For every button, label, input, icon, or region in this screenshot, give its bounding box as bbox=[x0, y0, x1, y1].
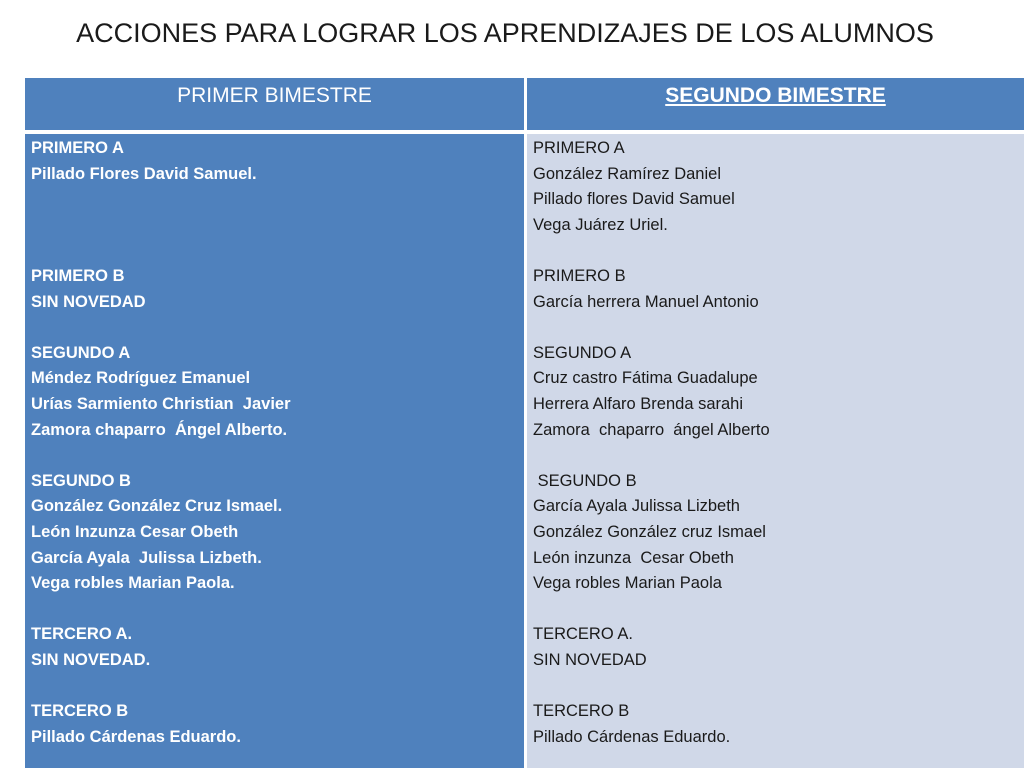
slide-title: ACCIONES PARA LOGRAR LOS APRENDIZAJES DE LOS ALUMNOS bbox=[76, 18, 934, 48]
student-line: García Ayala Julissa Lizbeth bbox=[533, 497, 740, 516]
student-line: Vega Juárez Uriel. bbox=[533, 215, 668, 234]
student-line: Zamora chaparro ángel Alberto bbox=[533, 420, 770, 439]
student-line: TERCERO B bbox=[31, 702, 129, 721]
student-line: SIN NOVEDAD bbox=[31, 292, 146, 311]
student-line: PRIMERO A bbox=[31, 139, 124, 157]
student-line: Urías Sarmiento Christian Javier bbox=[31, 394, 291, 413]
student-line bbox=[533, 238, 1018, 264]
student-line bbox=[533, 673, 1018, 699]
student-line: Herrera Alfaro Brenda sarahi bbox=[533, 394, 744, 413]
student-line: León Inzunza Cesar Obeth bbox=[31, 522, 239, 541]
header-primer-bimestre bbox=[25, 78, 524, 130]
student-line: SIN NOVEDAD bbox=[533, 650, 647, 669]
student-line: PRIMERO A bbox=[533, 139, 625, 157]
student-line: PRIMERO B bbox=[31, 266, 125, 285]
student-line: SEGUNDO B bbox=[533, 471, 637, 490]
student-line bbox=[533, 315, 1018, 341]
student-line: Cruz castro Fátima Guadalupe bbox=[533, 369, 758, 388]
student-line: García herrera Manuel Antonio bbox=[533, 292, 759, 311]
header-segundo-bimestre bbox=[527, 78, 1024, 130]
student-line bbox=[31, 673, 518, 699]
student-line: Pillado Flores David Samuel. bbox=[31, 164, 257, 183]
student-line bbox=[31, 443, 518, 469]
student-line: Pillado Cárdenas Eduardo. bbox=[533, 727, 731, 746]
segundo-bimestre-cell bbox=[527, 134, 1024, 768]
primer-bimestre-cell bbox=[25, 134, 524, 768]
student-line bbox=[31, 597, 518, 623]
student-line: González González Cruz Ismael. bbox=[31, 497, 283, 516]
student-line: Méndez Rodríguez Emanuel bbox=[31, 369, 251, 388]
student-line: SEGUNDO A bbox=[31, 343, 131, 362]
student-line: González González cruz Ismael bbox=[533, 522, 766, 541]
student-line: Pillado flores David Samuel bbox=[533, 190, 735, 209]
student-line bbox=[31, 238, 518, 264]
student-line: Vega robles Marian Paola bbox=[533, 574, 722, 593]
bimester-table bbox=[25, 78, 1024, 768]
student-line: Pillado Cárdenas Eduardo. bbox=[31, 727, 241, 746]
student-line bbox=[31, 187, 518, 213]
student-line: González Ramírez Daniel bbox=[533, 164, 721, 183]
student-line: TERCERO A. bbox=[31, 625, 133, 644]
header-segundo-bimestre-label: SEGUNDO BIMESTRE bbox=[665, 84, 886, 107]
student-line: TERCERO B bbox=[533, 702, 630, 721]
student-line: García Ayala Julissa Lizbeth. bbox=[31, 548, 262, 567]
student-line: León inzunza Cesar Obeth bbox=[533, 548, 734, 567]
student-line bbox=[31, 213, 518, 239]
student-line: SEGUNDO A bbox=[533, 343, 632, 362]
student-line bbox=[533, 597, 1018, 623]
student-line bbox=[31, 315, 518, 341]
student-line: Vega robles Marian Paola. bbox=[31, 574, 235, 593]
student-line: Zamora chaparro Ángel Alberto. bbox=[31, 420, 288, 439]
header-primer-bimestre-label: PRIMER BIMESTRE bbox=[177, 84, 372, 107]
student-line: PRIMERO B bbox=[533, 266, 626, 285]
student-line: SIN NOVEDAD. bbox=[31, 650, 151, 669]
student-line bbox=[533, 443, 1018, 469]
student-line: SEGUNDO B bbox=[31, 471, 131, 490]
student-line: TERCERO A. bbox=[533, 625, 633, 644]
